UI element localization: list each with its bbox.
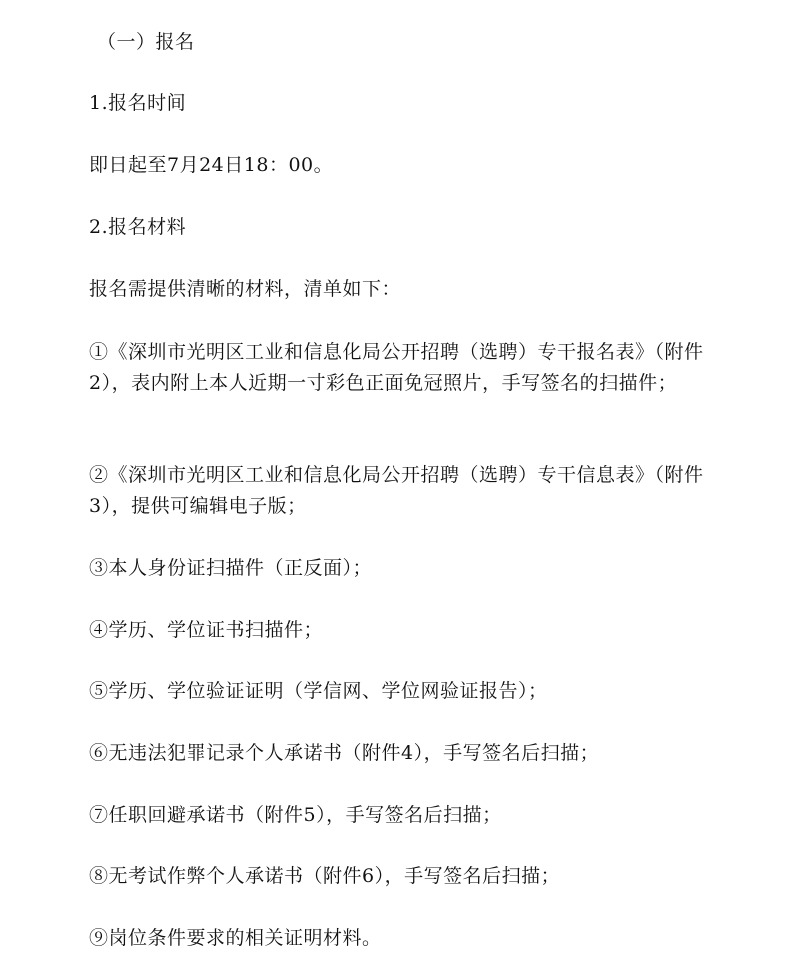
list-item: ⑤学历、学位验证证明（学信网、学位网验证报告）； <box>89 680 548 702</box>
registration-time-text: 即日起至7月24日18：00。 <box>89 154 334 176</box>
list-item: ⑧无考试作弊个人承诺书（附件6），手写签名后扫描； <box>89 865 561 887</box>
list-item: ⑥无违法犯罪记录个人承诺书（附件4），手写签名后扫描； <box>89 742 600 764</box>
list-item: ⑦任职回避承诺书（附件5），手写签名后扫描； <box>89 804 502 826</box>
section-heading: （一）报名 <box>97 31 195 53</box>
materials-intro: 报名需提供清晰的材料，清单如下： <box>89 278 402 300</box>
list-item: ④学历、学位证书扫描件； <box>89 619 324 641</box>
list-item: ②《深圳市光明区工业和信息化局公开招聘（选聘）专干信息表》（附件3），提供可编辑电子版； <box>89 464 704 517</box>
list-item: ①《深圳市光明区工业和信息化局公开招聘（选聘）专干报名表》（附件2），表内附上本人近期一寸彩色正面免冠照片，手写签名的扫描件； <box>89 341 704 394</box>
sub-heading-registration-materials: 2.报名材料 <box>89 216 187 238</box>
list-item: ③本人身份证扫描件（正反面）； <box>89 557 373 579</box>
sub-heading-registration-time: 1.报名时间 <box>89 92 187 114</box>
list-item: ⑨岗位条件要求的相关证明材料。 <box>89 927 382 949</box>
